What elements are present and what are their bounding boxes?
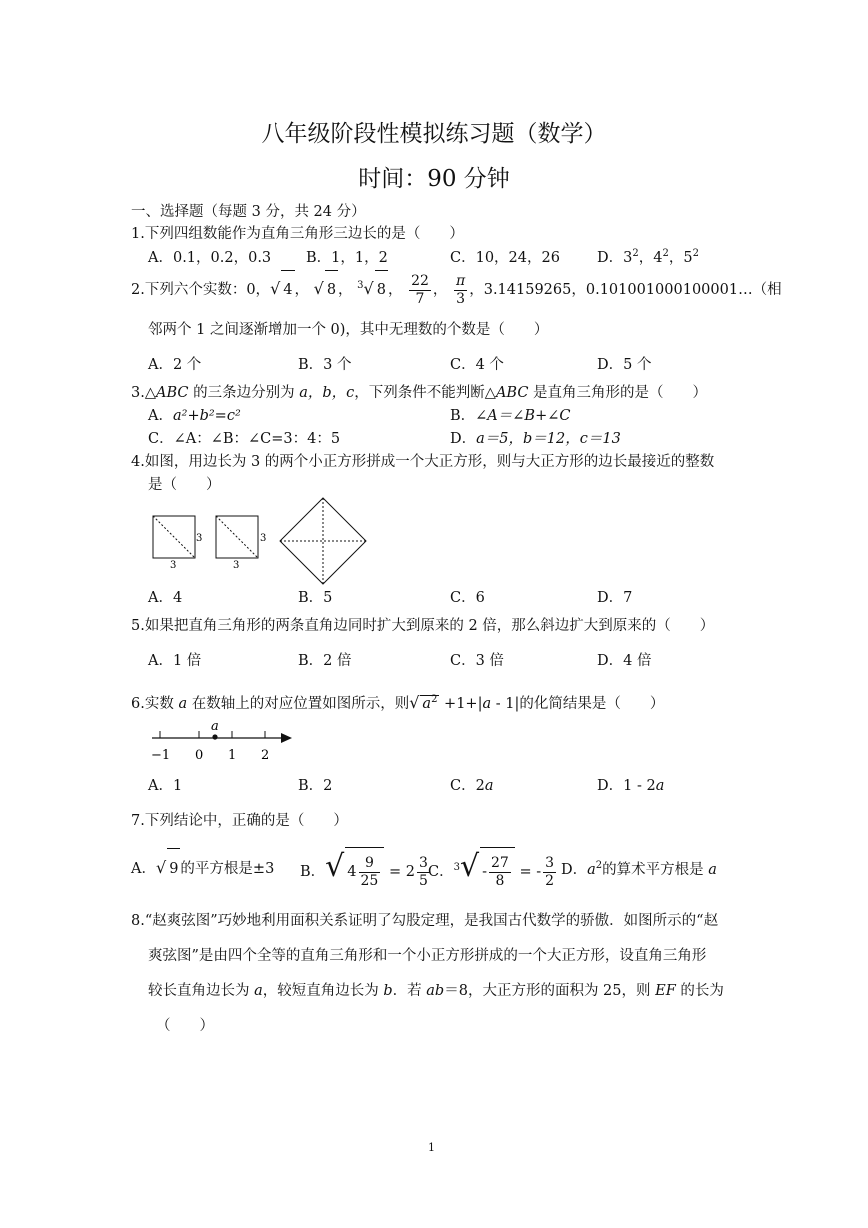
q4-stem: 4.如图，用边长为 3 的两个小正方形拼成一个大正方形，则与大正方形的边长最接近的整数	[131, 454, 715, 470]
q5-option-d: D．4 倍	[597, 653, 652, 669]
exam-duration: 时间：90 分钟	[358, 166, 510, 192]
q7-option-a: A．√ 9 的平方根是±3	[131, 848, 274, 889]
q3-option-b: B．∠A＝∠B+∠C	[450, 408, 571, 424]
q6-option-c: C．2a	[450, 778, 494, 794]
q4-squares-figure	[150, 512, 380, 592]
q7-stem: 7.下列结论中，正确的是（ ）	[131, 813, 348, 829]
q2-stem: 2.下列六个实数：0，√ 4 ， √ 8 ， $^3$√ 8 ， $\frac{22}{7}$ ， $\frac{\pi}{3}$ ，3.14159265，0.101001000100001…（相	[131, 270, 782, 309]
q6-point-a	[212, 734, 217, 739]
q8-stem-line2: 爽弦图”是由四个全等的直角三角形和一个小正方形拼成的一个大正方形，设直角三角形	[148, 948, 707, 964]
section-heading: 一、选择题（每题 3 分，共 24 分）	[131, 204, 366, 220]
q5-option-c: C．3 倍	[450, 653, 504, 669]
q5-option-a: A．1 倍	[148, 653, 202, 669]
q3-stem: 3.△ABC 的三条边分别为 a，b，c，下列条件不能判断△ABC 是直角三角形的是（ ）	[131, 385, 708, 401]
q7-option-d: D．$a^2$的算术平方根是 a	[561, 860, 717, 878]
q6-option-b: B．2	[298, 778, 333, 794]
q6-number-line	[150, 718, 300, 764]
q4-option-b: B．5	[298, 590, 333, 606]
page-number: 1	[428, 1141, 435, 1154]
q2-option-a: A．2 个	[148, 357, 202, 373]
q6-tick-label: 0	[195, 748, 204, 763]
q6-tick-label: 2	[261, 748, 270, 763]
q6-stem: 6.实数 a 在数轴上的对应位置如图所示，则√ $a^2 +1+|a - 1|$的化简结果是（ ）	[131, 693, 665, 712]
q4-side-label: 3	[170, 560, 177, 571]
q2-option-d: D．5 个	[597, 357, 652, 373]
page-title: 八年级阶段性模拟练习题（数学）	[261, 121, 607, 147]
q6-tick-label: 1	[228, 748, 237, 763]
q6-option-d: D．1 - 2a	[597, 778, 665, 794]
q6-option-a: A．1	[148, 778, 183, 794]
q1-option-d: D．$3^2$，$4^2$，$5^2$	[597, 248, 699, 266]
q3-option-c: C．∠A：∠B：∠C=3：4：5	[148, 431, 341, 447]
q8-stem-line1: 8.“赵爽弦图”巧妙地利用面积关系证明了勾股定理，是我国古代数学的骄傲．如图所示的“赵	[131, 913, 719, 929]
q6-point-label: a	[211, 719, 219, 734]
q4-stem-line2: 是（ ）	[148, 477, 221, 493]
q2-option-b: B．3 个	[298, 357, 352, 373]
q8-answer-bracket: （ ）	[156, 1018, 214, 1034]
q4-side-label: 3	[233, 560, 240, 571]
q6-tick-label: −1	[151, 748, 171, 763]
q4-option-a: A．4	[148, 590, 183, 606]
q2-option-c: C．4 个	[450, 357, 504, 373]
q4-side-label: 3	[196, 533, 203, 544]
q4-option-c: C．6	[450, 590, 485, 606]
q3-option-a: A．a²+b²=c²	[148, 408, 241, 424]
q2-stem-line2: 邻两个 1 之间逐渐增加一个 0)，其中无理数的个数是（ ）	[148, 322, 549, 338]
q1-option-a: A．0.1，0.2，0.3	[148, 250, 272, 266]
q4-option-d: D．7	[597, 590, 633, 606]
q5-option-b: B．2 倍	[298, 653, 352, 669]
q4-side-label: 3	[260, 533, 267, 544]
q7-option-b: B．√ 4 $\frac{9}{25}$ = 2 $\frac{3}{5}$	[300, 843, 432, 896]
q1-option-b: B．1，1，2	[306, 250, 388, 266]
q5-stem: 5.如果把直角三角形的两条直角边同时扩大到原来的 2 倍，那么斜边扩大到原来的（ ）	[131, 618, 715, 634]
q1-option-c: C．10，24，26	[450, 250, 560, 266]
q7-option-c: C．$^3$√ - $\frac{27}{8}$ = - $\frac{3}{2}$	[428, 843, 558, 896]
q8-stem-line3: 较长直角边长为 a，较短直角边长为 b．若 ab＝8，大正方形的面积为 25，则 EF 的长为	[148, 983, 724, 999]
q3-option-d: D．a＝5，b＝12，c＝13	[450, 431, 621, 447]
q1-stem: 1.下列四组数能作为直角三角形三边长的是（ ）	[131, 226, 464, 242]
